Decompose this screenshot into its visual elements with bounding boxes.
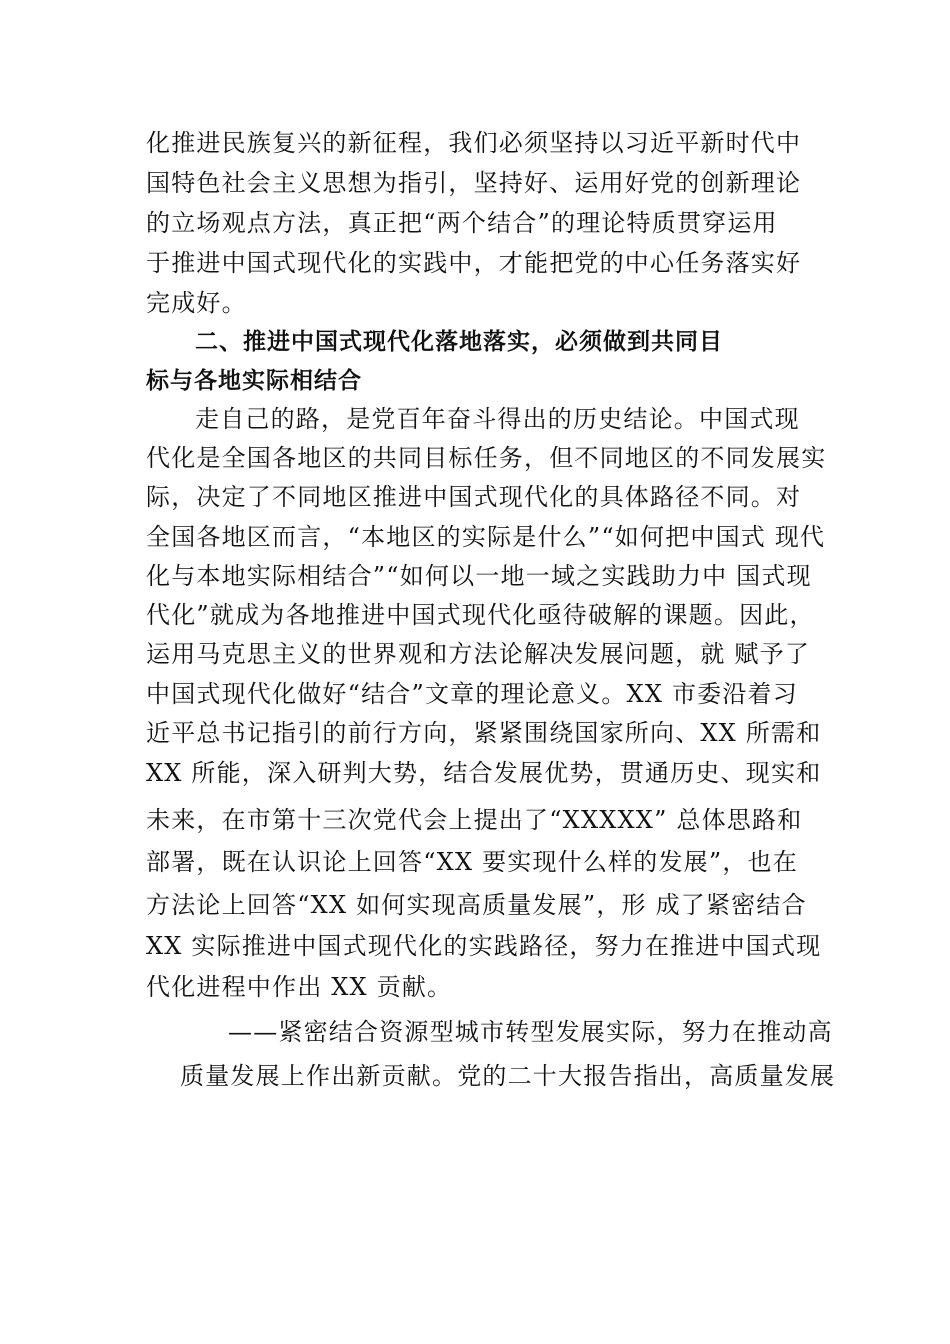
paragraph-2-line-7: 运用马克思主义的世界观和方法论解决发展问题，就 赋予了 bbox=[146, 640, 811, 668]
paragraph-2-line-3: 际，决定了不同地区推进中国式现代化的具体路径不同。对 bbox=[146, 483, 802, 511]
paragraph-1-line-4: 于推进中国式现代化的实践中，才能把党的中心任务落实好 bbox=[146, 249, 802, 277]
paragraph-2-line-5: 化与本地实际相结合”“如何以一地一域之实践助力中 国式现 bbox=[146, 562, 812, 590]
section-heading-line-1: 二、推进中国式现代化落地落实，必须做到共同目 bbox=[195, 329, 723, 355]
paragraph-1-line-3: 的立场观点方法，真正把“两个结合”的理论特质贯穿运用 bbox=[146, 209, 778, 237]
paragraph-1-line-5: 完成好。 bbox=[146, 289, 247, 317]
paragraph-1-line-1: 化推进民族复兴的新征程，我们必须坚持以习近平新时代中 bbox=[146, 129, 802, 157]
paragraph-2-line-2: 代化是全国各地区的共同目标任务，但不同地区的不同发展实 bbox=[146, 444, 827, 472]
paragraph-2-line-8: 中国式现代化做好“结合”文章的理论意义。XX 市委沿着习 bbox=[146, 680, 798, 708]
paragraph-2-line-11: 未来，在市第十三次党代会上提出了“XXXXX” 总体思路和 bbox=[146, 806, 803, 834]
paragraph-2-line-12: 部署，既在认识论上回答“XX 要实现什么样的发展”，也在 bbox=[146, 848, 798, 876]
paragraph-2-line-13: 方法论上回答“XX 如何实现高质量发展”，形 成了紧密结合 bbox=[146, 891, 807, 919]
paragraph-2-line-10: XX 所能，深入研判大势，结合发展优势，贯通历史、现实和 bbox=[146, 759, 822, 787]
section-heading-line-2: 标与各地实际相结合 bbox=[146, 368, 362, 394]
paragraph-2-line-14: XX 实际推进中国式现代化的实践路径，努力在推进中国式现 bbox=[146, 932, 822, 960]
paragraph-2-line-4: 全国各地区而言，“本地区的实际是什么”“如何把中国式 现代 bbox=[146, 523, 826, 551]
paragraph-2-line-6: 代化”就成为各地推进中国式现代化亟待破解的课题。因此， bbox=[146, 601, 815, 629]
paragraph-1-line-2: 国特色社会主义思想为指引，坚持好、运用好党的创新理论 bbox=[146, 169, 802, 197]
paragraph-2-line-9: 近平总书记指引的前行方向，紧紧围绕国家所向、XX 所需和 bbox=[146, 719, 822, 747]
paragraph-3-line-1: ——紧密结合资源型城市转型发展实际，努力在推动高 bbox=[228, 1018, 833, 1046]
paragraph-2-line-1: 走自己的路，是党百年奋斗得出的历史结论。中国式现 bbox=[195, 405, 800, 433]
paragraph-2-line-15: 代化进程中作出 XX 贡献。 bbox=[146, 973, 453, 1001]
paragraph-3-line-2: 质量发展上作出新贡献。党的二十大报告指出，高质量发展 bbox=[180, 1062, 836, 1090]
